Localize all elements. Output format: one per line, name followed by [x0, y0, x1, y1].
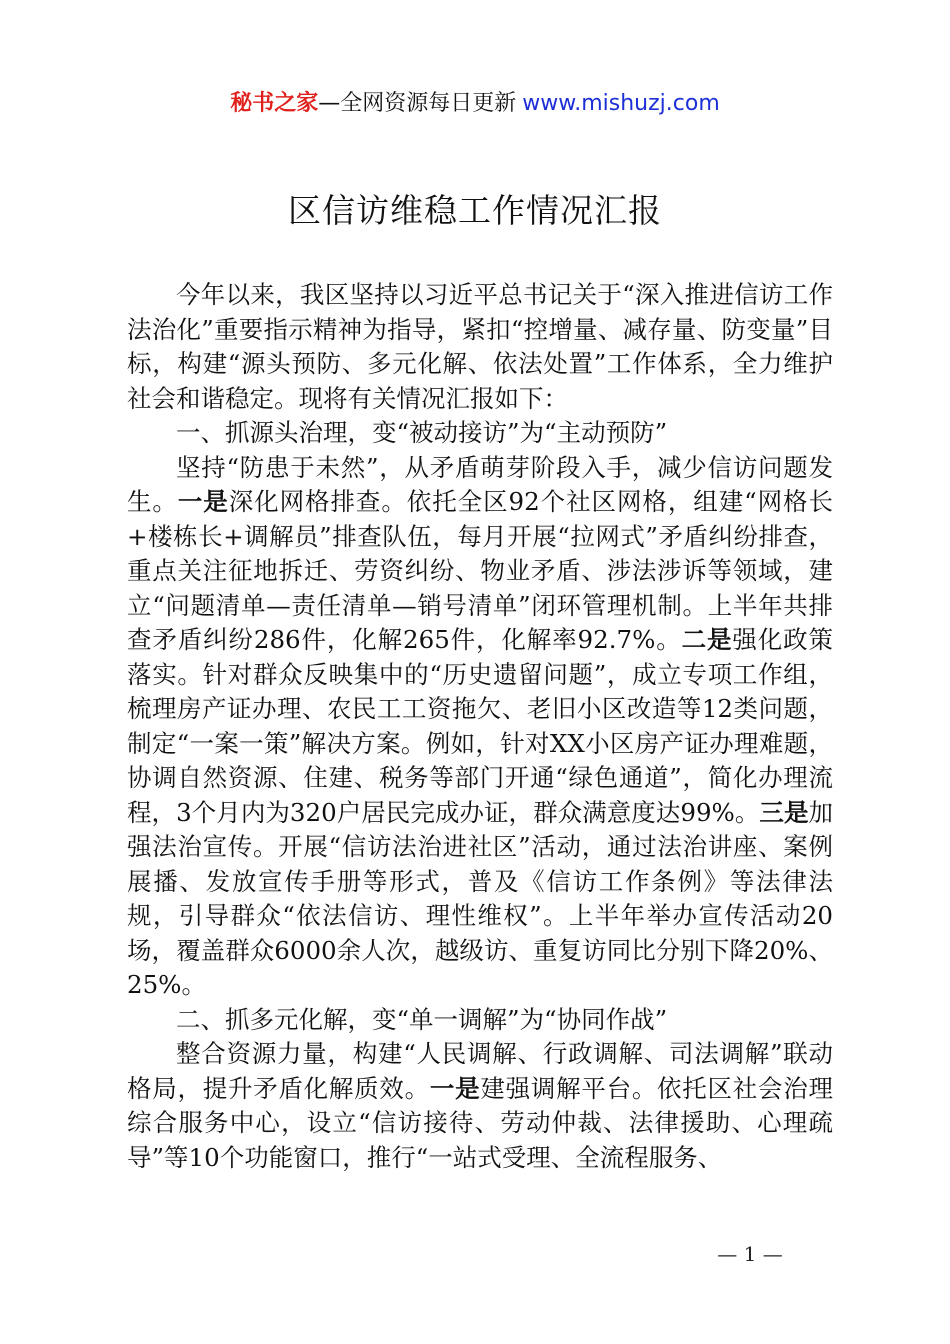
lead-phrase: 二是: [681, 625, 733, 654]
paragraph-text: 今年以来，我区坚持以习近平总书记关于“深入推进信访工作法治化”重要指示精神为指导，紧扣“控增量、减存量、防变量”目标，构建“源头预防、多元化解、依法处置”工作体系，全力维护社会和谐稳定。现将有关情况汇报如下：: [127, 280, 833, 413]
page-number: — 1 —: [717, 1242, 783, 1266]
paragraph-text: 加强法治宣传。开展“信访法治进社区”活动，通过法治讲座、案例展播、发放宣传手册等形式，普及《信访工作条例》等法律法规，引导群众“依法信访、理性维权”。上半年举办宣传活动20场，覆盖群众6000余人次，越级访、重复访同比分别下降20%、25%。: [127, 797, 833, 999]
paragraph-text: 二、抓多元化解，变“单一调解”为“协同作战”: [176, 1004, 668, 1034]
lead-phrase: 三是: [759, 797, 809, 827]
document-body: [127, 278, 833, 1175]
paragraph-text: 建强调解平台。依托区社会治理综合服务中心，设立“信访接待、劳动仲裁、法律援助、心理疏导”等10个功能窗口，推行“一站式受理、全流程服务、: [127, 1073, 834, 1172]
header-tagline: —全网资源每日更新: [318, 91, 517, 116]
section-heading: [127, 416, 833, 451]
paragraph-text: 强化政策落实。针对群众反映集中的“历史遗留问题”，成立专项工作组，梳理房产证办理、农民工工资拖欠、老旧小区改造等12类问题，制定“一案一策”解决方案。例如，针对XX小区房产证办理难题，协调自然资源、住建、税务等部门开通“绿色通道”，简化办理流程，3个月内为320户居民完成办证，群众满意度达99%。: [127, 625, 834, 827]
section-heading: [127, 1003, 833, 1038]
paragraph-text: 整合资源力量，构建“人民调解、行政调解、司法调解”联动格局，提升矛盾化解质效。: [127, 1039, 833, 1103]
body-paragraph: [127, 451, 833, 1003]
paragraph-text: 一、抓源头治理，变“被动接访”为“主动预防”: [176, 418, 668, 447]
lead-phrase: 一是: [429, 1073, 481, 1103]
lead-phrase: 一是: [177, 487, 229, 516]
paragraph-text: 坚持“防患于未然”，从矛盾萌芽阶段入手，减少信访问题发生。: [127, 452, 833, 516]
body-paragraph: [127, 278, 833, 416]
brand-name: 秘书之家: [230, 91, 319, 116]
body-paragraph: [127, 1037, 833, 1175]
document-title: 区信访维稳工作情况汇报: [288, 191, 662, 230]
site-url-link[interactable]: www.mishuzj.com: [522, 91, 720, 116]
paragraph-text: 深化网格排查。依托全区92个社区网格，组建“网格长+楼栋长+调解员”排查队伍，每月开展“拉网式”矛盾纠纷排查，重点关注征地拆迁、劳资纠纷、物业矛盾、涉法涉诉等领域，建立“问题清单—责任清单—销号清单”闭环管理机制。上半年共排查矛盾纠纷286件，化解265件，化解率92.7%。: [127, 487, 833, 654]
site-header: [0, 88, 950, 120]
